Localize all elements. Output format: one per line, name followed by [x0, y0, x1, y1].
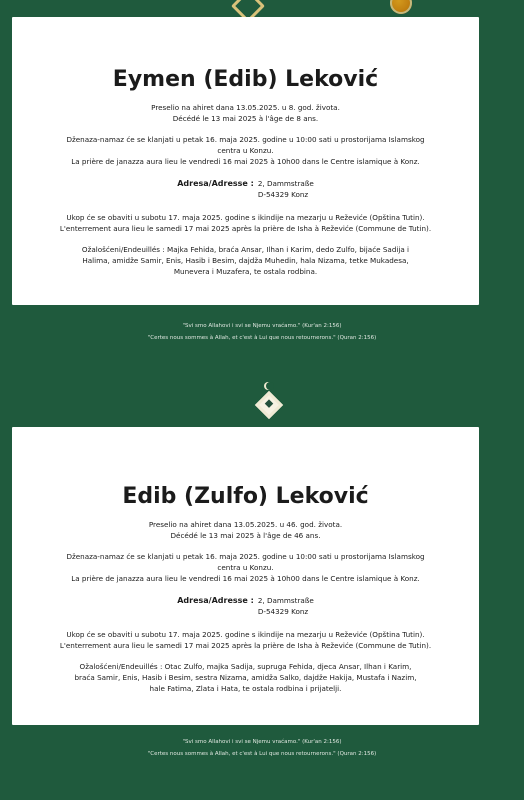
diamond-icon [255, 391, 283, 419]
death-line-bs: Preselio na ahiret dana 13.05.2025. u 8. god. života. [151, 103, 340, 113]
death-notice-text [12, 102, 479, 124]
address-lines [258, 595, 314, 617]
address-label: Adresa/Adresse : [177, 596, 254, 606]
janazah-line-1: Dženaza-namaz će se klanjati u petak 16. maja 2025. godine u 10:00 sati u prostorijama Islamskog [66, 135, 425, 145]
quote-bs: "Svi smo Allahovi i svi se Njemu vraćamo." (Kur'an 2:156) [182, 323, 342, 329]
janazah-line-2: centra u Konzu. [217, 563, 274, 573]
janazah-line-1: Dženaza-namaz će se klanjati u petak 16. maja 2025. godine u 10:00 sati u prostorijama Islamskog [66, 552, 425, 562]
janazah-line-2: centra u Konzu. [217, 146, 274, 156]
janazah-line-3: La prière de janazza aura lieu le vendredi 16 mai 2025 à 10h00 dans le Centre islamique à Konz. [71, 157, 420, 167]
address-block [12, 178, 479, 200]
obituary-card-edib [12, 427, 479, 725]
burial-text [12, 629, 479, 651]
janazah-text [12, 551, 479, 584]
family-line-2: Halima, amidže Samir, Enis, Hasib i Besim, dajdža Muhedin, hala Nizama, tetke Mukadesa, [82, 256, 409, 266]
death-line-fr: Décédé le 13 mai 2025 à l'âge de 46 ans. [170, 531, 321, 541]
family-line-3: hale Fatima, Zlata i Hata, te ostala rodbina i prijatelji. [149, 684, 342, 694]
janazah-line-3: La prière de janazza aura lieu le vendredi 16 mai 2025 à 10h00 dans le Centre islamique à Konz. [71, 574, 420, 584]
family-line-3: Munevera i Muzafera, te ostala rodbina. [173, 267, 318, 277]
address-line-2: D-54329 Konz [257, 607, 309, 617]
deceased-name: Edib (Zulfo) Leković [122, 484, 369, 509]
address-lines [258, 178, 314, 200]
crescent-diamond-icon [254, 378, 284, 418]
death-line-bs: Preselio na ahiret dana 13.05.2025. u 46. god. života. [148, 520, 343, 530]
family-line-1: Ožalošćeni/Endeuillés : Otac Zulfo, majka Sadija, supruga Fehida, djeca Ansar, Ilhan i Karim, [79, 662, 412, 672]
quote-bs: "Svi smo Allahovi i svi se Njemu vraćamo." (Kur'an 2:156) [182, 739, 342, 745]
address-block [12, 595, 479, 617]
burial-text [12, 212, 479, 234]
quote-block-bottom [0, 736, 524, 760]
deceased-name: Eymen (Edib) Leković [112, 67, 379, 92]
death-line-fr: Décédé le 13 mai 2025 à l'âge de 8 ans. [172, 114, 319, 124]
obituary-card-eymen [12, 17, 479, 305]
death-notice-text [12, 519, 479, 541]
burial-line-fr: L'enterrement aura lieu le samedi 17 mai 2025 après la prière de Isha à Reževiće (Commune de Tutin). [59, 641, 432, 651]
family-text [12, 661, 479, 694]
quote-block-top [0, 320, 524, 344]
family-line-2: braća Samir, Enis, Hasib i Besim, sestra Nizama, amidža Salko, dajdže Hakija, Mustafa i Nazim, [74, 673, 417, 683]
address-line-2: D-54329 Konz [257, 190, 309, 200]
burial-line-bs: Ukop će se obaviti u subotu 17. maja 2025. godine s ikindije na mezarju u Reževiće (Opština Tutin). [66, 630, 425, 640]
janazah-text [12, 134, 479, 167]
family-text [12, 244, 479, 277]
burial-line-bs: Ukop će se obaviti u subotu 17. maja 2025. godine s ikindije na mezarju u Reževiće (Opština Tutin). [66, 213, 425, 223]
crescent-icon [264, 382, 272, 390]
quote-fr: "Certes nous sommes à Allah, et c'est à Lui que nous retournerons." (Quran 2:156) [147, 335, 377, 341]
quote-fr: "Certes nous sommes à Allah, et c'est à Lui que nous retournerons." (Quran 2:156) [147, 751, 377, 757]
address-label: Adresa/Adresse : [177, 179, 254, 189]
address-line-1: 2, Dammstraße [257, 596, 314, 606]
family-line-1: Ožalošćeni/Endeuillés : Majka Fehida, braća Ansar, Ilhan i Karim, dedo Zulfo, bijaće Sadija i [81, 245, 410, 255]
address-line-1: 2, Dammstraße [257, 179, 314, 189]
burial-line-fr: L'enterrement aura lieu le samedi 17 mai 2025 après la prière de Isha à Reževiće (Commune de Tutin). [59, 224, 432, 234]
